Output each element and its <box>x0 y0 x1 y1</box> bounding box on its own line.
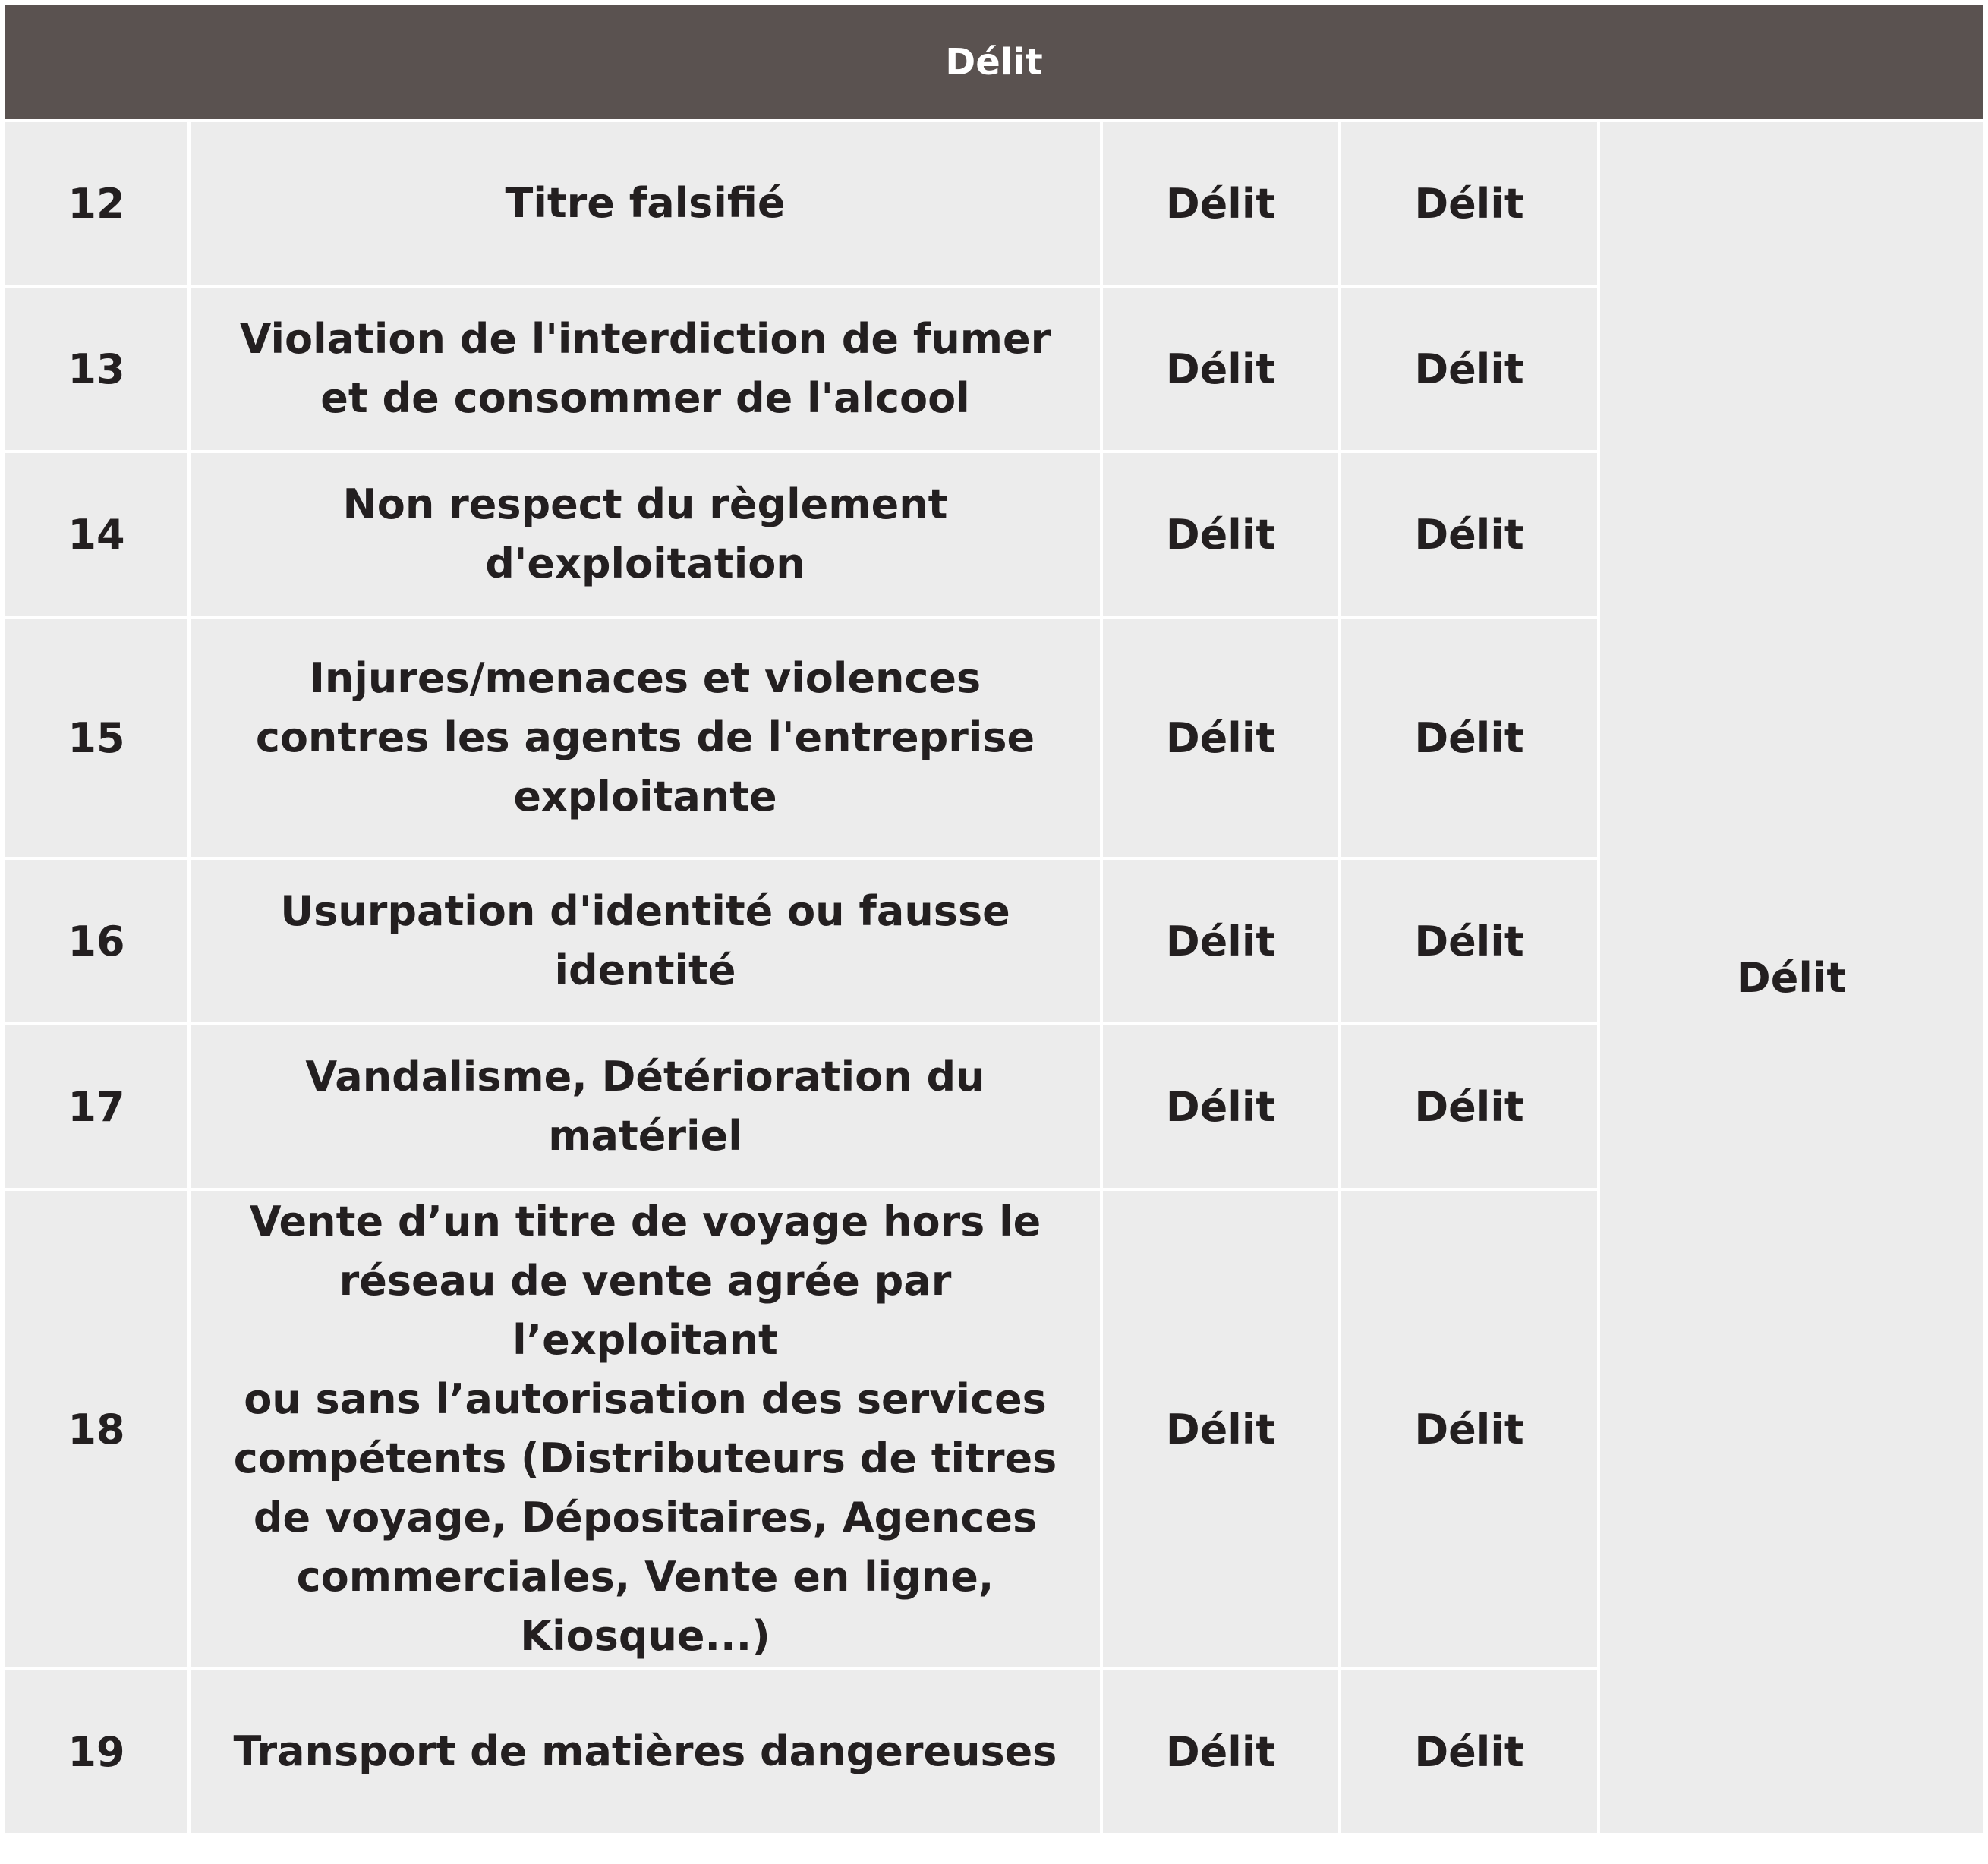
row-number: 17 <box>5 1024 189 1189</box>
description-line: Non respect du règlement <box>342 480 948 528</box>
classification-cell: Délit <box>1340 1669 1599 1834</box>
row-number: 18 <box>5 1189 189 1669</box>
offense-table-container <box>5 5 1983 1836</box>
classification-cell: Délit <box>1340 1189 1599 1669</box>
description-line: Injures/menaces et violences <box>309 654 981 702</box>
classification-cell: Délit <box>1101 1669 1340 1834</box>
offense-description <box>189 286 1101 452</box>
description-line: et de consommer de l'alcool <box>320 374 970 422</box>
description-line: Transport de matières dangereuses <box>233 1727 1057 1775</box>
description-line: de voyage, Dépositaires, Agences <box>253 1494 1038 1541</box>
classification-cell: Délit <box>1340 1024 1599 1189</box>
offense-description <box>189 1669 1101 1834</box>
description-line: contres les agents de l'entreprise <box>255 713 1035 761</box>
description-line: Vente d’un titre de voyage hors le <box>249 1198 1041 1245</box>
classification-cell: Délit <box>1101 858 1340 1024</box>
classification-cell: Délit <box>1101 286 1340 452</box>
offense-description <box>189 1024 1101 1189</box>
description-line: compétents (Distributeurs de titres <box>233 1434 1057 1482</box>
merged-classification-cell: Délit <box>1599 121 1983 1834</box>
classification-cell: Délit <box>1340 617 1599 858</box>
description-line: réseau de vente agrée par l’exploitant <box>339 1257 952 1364</box>
table-header: Délit <box>5 5 1983 121</box>
classification-cell: Délit <box>1101 617 1340 858</box>
description-line: commerciales, Vente en ligne, <box>296 1553 994 1601</box>
description-line: Usurpation d'identité ou fausse <box>280 887 1010 935</box>
offense-description <box>189 617 1101 858</box>
description-line: Titre falsifié <box>505 179 786 227</box>
description-line: identité <box>554 946 736 994</box>
description-line: Vandalisme, Détérioration du <box>305 1053 985 1100</box>
classification-cell: Délit <box>1340 121 1599 286</box>
classification-cell: Délit <box>1340 858 1599 1024</box>
row-number: 16 <box>5 858 189 1024</box>
offense-table <box>5 5 1983 1836</box>
description-line: exploitante <box>513 773 777 820</box>
row-number: 19 <box>5 1669 189 1834</box>
header-row <box>5 5 1983 121</box>
classification-cell: Délit <box>1101 1189 1340 1669</box>
classification-cell: Délit <box>1101 452 1340 617</box>
classification-cell: Délit <box>1340 452 1599 617</box>
description-line: ou sans l’autorisation des services <box>244 1375 1047 1423</box>
description-line: Kiosque...) <box>520 1612 770 1660</box>
description-line: d'exploitation <box>485 540 805 587</box>
row-number: 14 <box>5 452 189 617</box>
row-number: 15 <box>5 617 189 858</box>
offense-description <box>189 121 1101 286</box>
description-line: Violation de l'interdiction de fumer <box>239 315 1051 363</box>
row-number: 13 <box>5 286 189 452</box>
description-line: matériel <box>548 1112 742 1160</box>
table-row <box>5 121 1983 286</box>
classification-cell: Délit <box>1101 121 1340 286</box>
offense-description <box>189 1189 1101 1669</box>
classification-cell: Délit <box>1101 1024 1340 1189</box>
row-number: 12 <box>5 121 189 286</box>
classification-cell: Délit <box>1340 286 1599 452</box>
offense-description <box>189 858 1101 1024</box>
offense-description <box>189 452 1101 617</box>
